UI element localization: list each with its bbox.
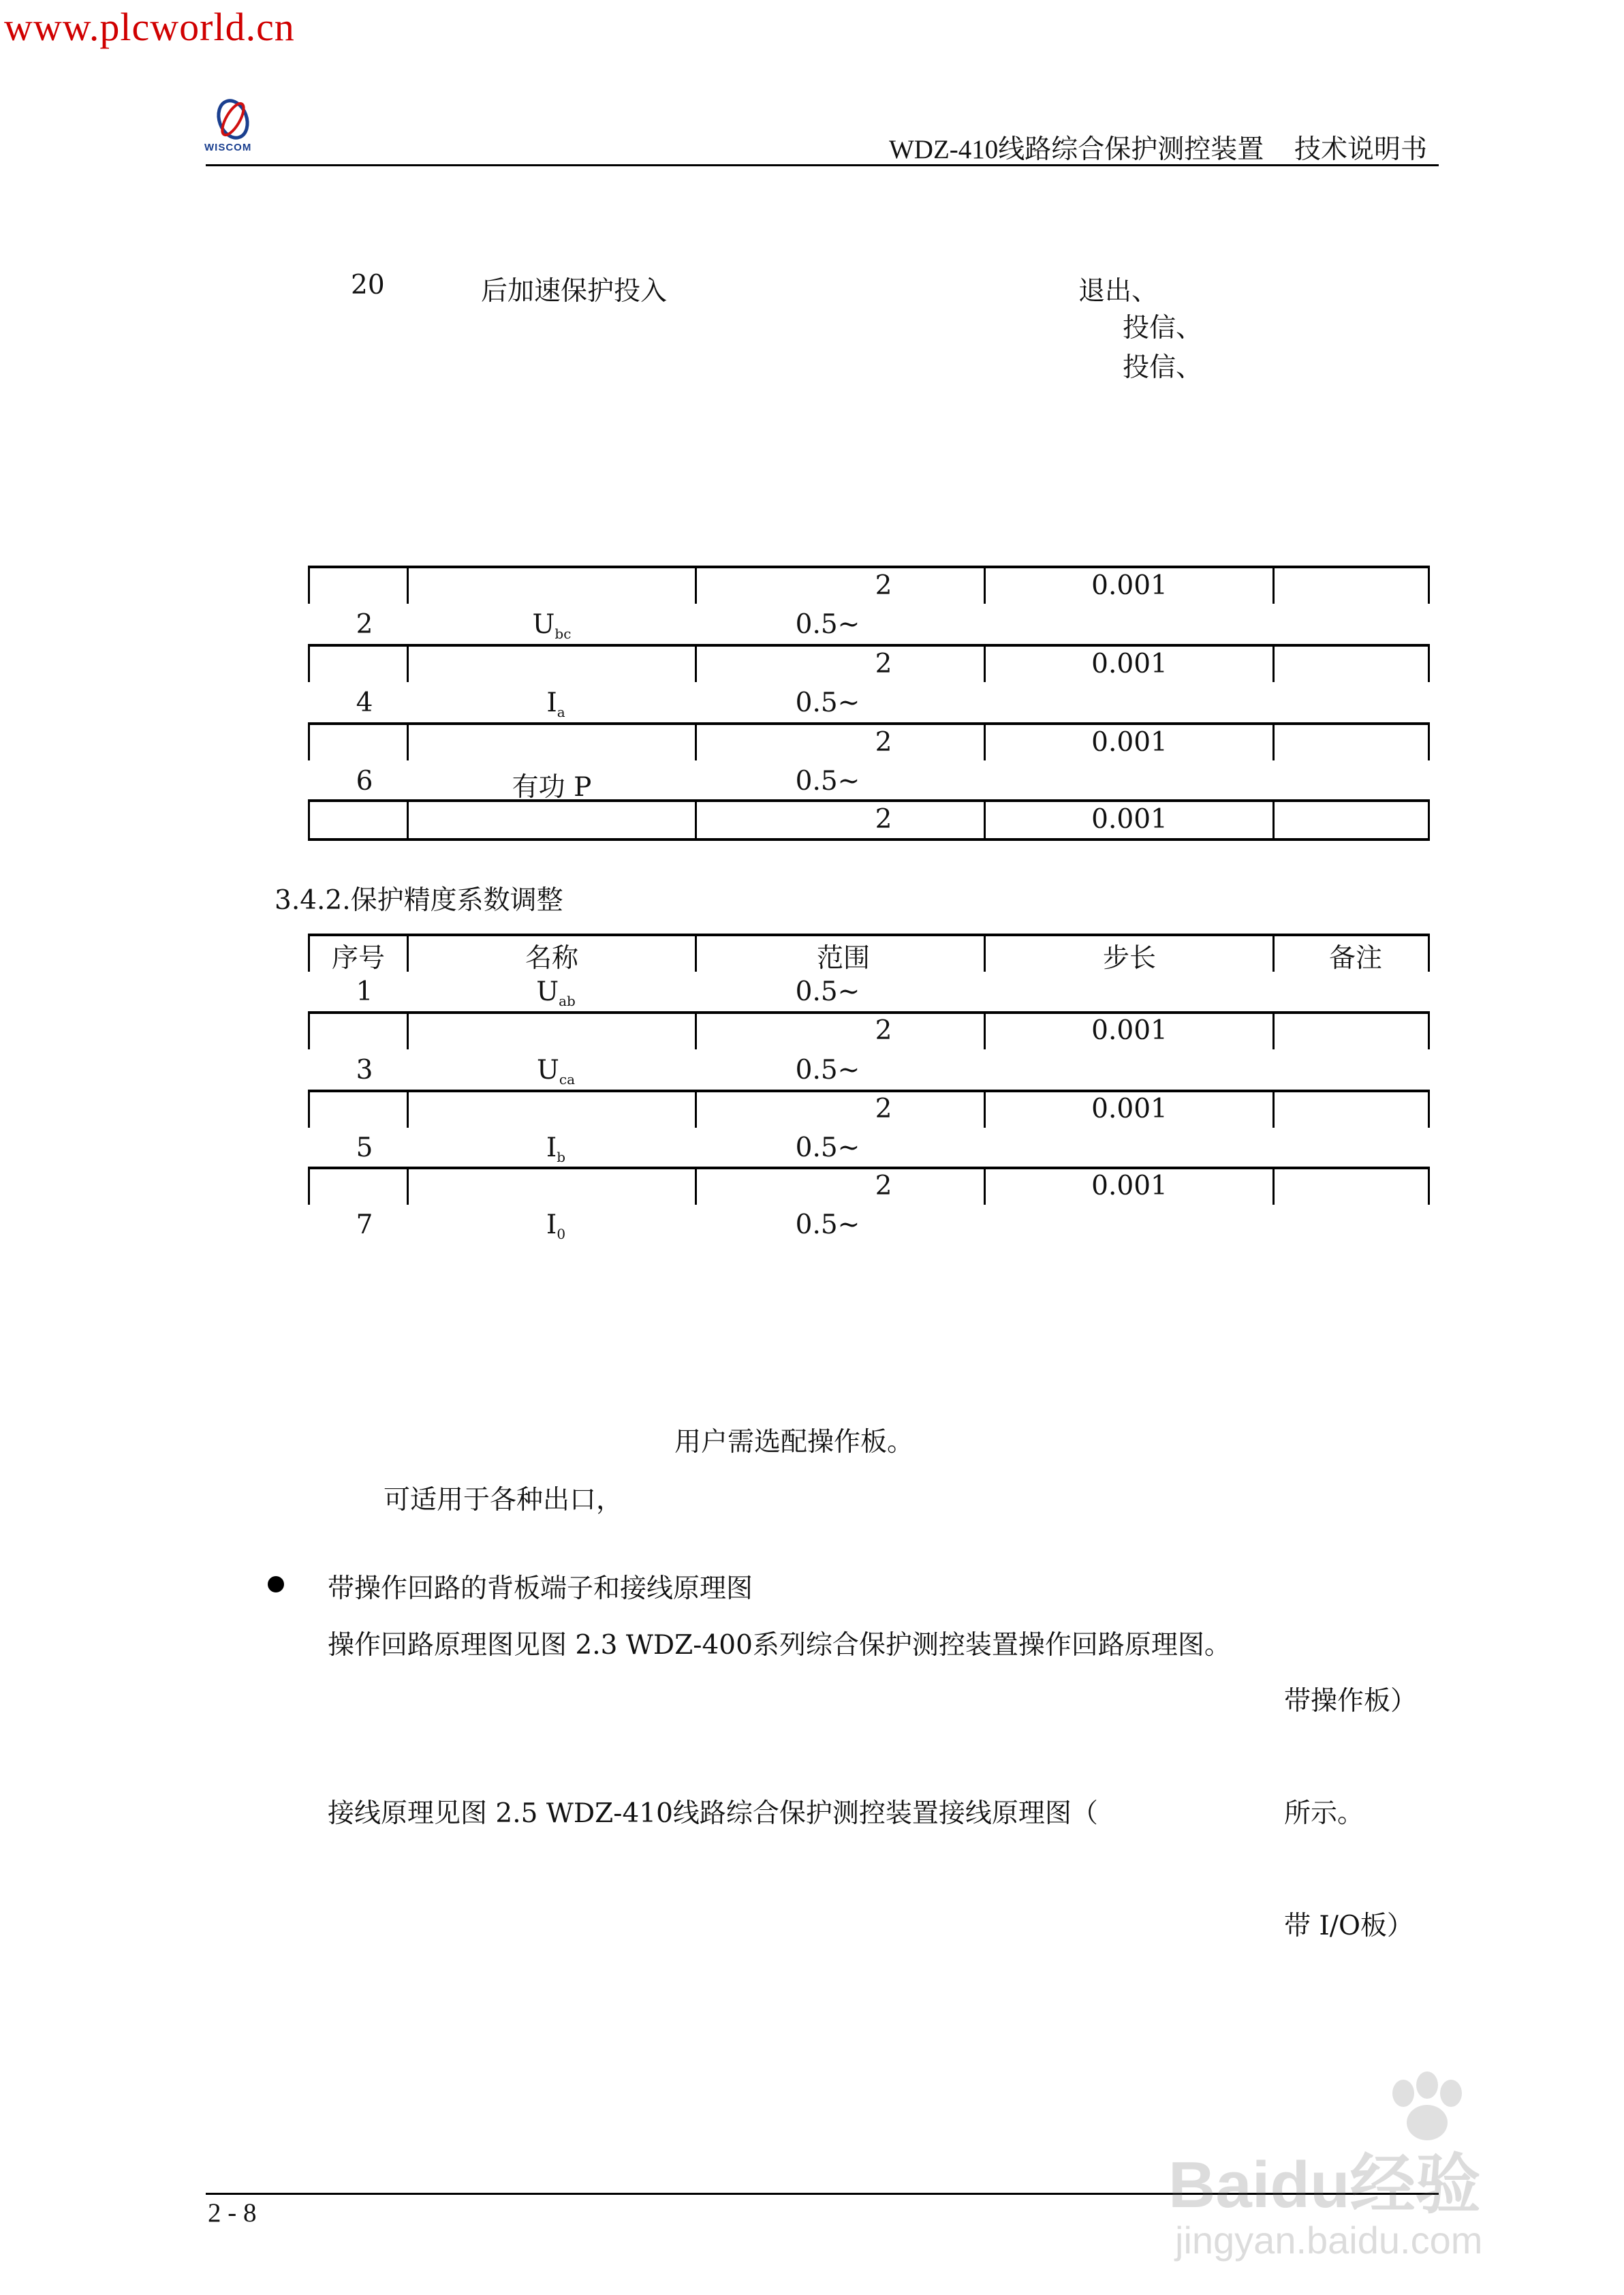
baidu-watermark	[1168, 2065, 1550, 2269]
table-1-range: 2	[875, 649, 892, 679]
table-2-header-line	[308, 934, 1430, 936]
table-1-col-tick	[1428, 722, 1430, 760]
table-2-col-tick	[308, 934, 310, 972]
table-1-step: 0.001	[1091, 649, 1168, 679]
item-20-number: 20	[351, 270, 385, 301]
item-20-option-2: 投信、	[1123, 313, 1203, 343]
table-2-range: 0.5~	[795, 1133, 860, 1163]
table-2-name: $U_{ab}$	[536, 976, 576, 1009]
table-2-header-number: 序号	[331, 943, 386, 974]
table-1-col-tick	[984, 722, 986, 760]
table-1-step: 0.001	[1091, 804, 1168, 835]
table-1-col-tick	[1428, 644, 1430, 682]
table-1-col-tick	[407, 799, 409, 840]
table-2-range: 0.5~	[795, 976, 860, 1007]
table-1-col-tick	[984, 799, 986, 840]
table-2-name: $I_0$	[546, 1210, 566, 1242]
table-2-col-tick	[407, 1167, 409, 1205]
para-line-5-end: 所示。	[1284, 1798, 1364, 1829]
table-1-col-tick	[695, 799, 697, 840]
table-1-col-tick	[407, 644, 409, 682]
table-1-col-tick	[695, 566, 697, 604]
section-title: 3.4.2.保护精度系数调整	[275, 885, 563, 916]
table-2-name: $U_{ca}$	[537, 1055, 575, 1088]
table-2-number: 3	[356, 1055, 373, 1085]
table-1-band-line	[308, 566, 1430, 568]
table-2-col-tick	[695, 1090, 697, 1128]
table-1-number: 4	[356, 688, 373, 718]
table-2-band-line	[308, 1011, 1430, 1014]
table-2-col-tick	[407, 934, 409, 972]
table-2-col-tick	[308, 1167, 310, 1205]
table-2-col-tick	[1272, 934, 1275, 972]
table-2-range: 0.5~	[795, 1055, 860, 1085]
para-line-3: 操作回路原理图见图 2.3 WDZ-400系列综合保护测控装置操作回路原理图。	[328, 1630, 1231, 1661]
table-1-col-tick	[1428, 566, 1430, 604]
site-url: www.plcworld.cn	[4, 5, 295, 49]
table-2-col-tick	[984, 1167, 986, 1205]
table-2-range: 2	[875, 1015, 892, 1046]
table-1-step: 0.001	[1091, 570, 1168, 601]
para-line-5: 接线原理见图 2.5 WDZ-410线路综合保护测控装置接线原理图（	[328, 1798, 1098, 1829]
table-2-col-tick	[308, 1011, 310, 1049]
item-20-name: 后加速保护投入	[481, 276, 668, 307]
table-1-band-line	[308, 799, 1430, 802]
table-1-name: 有功 P	[512, 772, 592, 803]
table-2-range: 2	[875, 1171, 892, 1201]
logo-text: WISCOM	[204, 142, 252, 153]
table-2-col-tick	[695, 1011, 697, 1049]
item-20-option-1: 退出、	[1078, 276, 1159, 307]
table-1-step: 0.001	[1091, 727, 1168, 758]
para-line-6: 带 I/O板）	[1284, 1911, 1414, 1941]
table-2-col-tick	[1428, 1167, 1430, 1205]
table-1-number: 2	[356, 609, 373, 640]
table-1-col-tick	[1272, 566, 1275, 604]
table-2-col-tick	[984, 934, 986, 972]
table-2-band-line	[308, 1167, 1430, 1169]
table-2-number: 7	[356, 1210, 373, 1240]
table-2-col-tick	[1428, 1090, 1430, 1128]
table-1-band-line	[308, 722, 1430, 725]
table-2-col-tick	[407, 1011, 409, 1049]
table-1-col-tick	[984, 644, 986, 682]
table-1-number: 6	[356, 766, 373, 797]
table-1-col-tick	[308, 566, 310, 604]
table-2-step: 0.001	[1091, 1171, 1168, 1201]
table-1-col-tick	[984, 566, 986, 604]
header-doc-type: 技术说明书	[1294, 135, 1428, 164]
bullet-heading: 带操作回路的背板端子和接线原理图	[328, 1573, 753, 1604]
table-1-col-tick	[695, 722, 697, 760]
header-title: WDZ-410线路综合保护测控装置	[889, 135, 1264, 164]
table-2-step: 0.001	[1091, 1094, 1168, 1124]
table-1-col-tick	[1272, 644, 1275, 682]
table-1-range: 2	[875, 804, 892, 835]
table-2-name: $I_b$	[546, 1133, 566, 1165]
item-20-option-3: 投信、	[1123, 352, 1203, 383]
table-2-col-tick	[1428, 934, 1430, 972]
table-2-col-tick	[1272, 1090, 1275, 1128]
table-2-range: 0.5~	[795, 1210, 860, 1240]
table-2-step: 0.001	[1091, 1015, 1168, 1046]
table-2-header-step: 步长	[1102, 943, 1157, 974]
table-1-col-tick	[308, 644, 310, 682]
table-2-header-range: 范围	[816, 943, 871, 974]
table-1-col-tick	[1428, 799, 1430, 840]
table-1-range: 0.5~	[795, 609, 860, 640]
table-1-col-tick	[308, 799, 310, 840]
table-1-col-tick	[1272, 799, 1275, 840]
table-1-col-tick	[407, 722, 409, 760]
table-2-col-tick	[308, 1090, 310, 1128]
para-line-1: 用户需选配操作板。	[674, 1427, 914, 1458]
header-rule	[206, 164, 1439, 166]
watermark-url: jingyan.baidu.com	[1175, 2219, 1483, 2262]
table-1-col-tick	[308, 722, 310, 760]
table-2-number: 1	[356, 976, 373, 1007]
table-1-range: 0.5~	[795, 766, 860, 797]
table-2-col-tick	[1428, 1011, 1430, 1049]
table-1-bottom-line	[308, 838, 1430, 841]
table-2-col-tick	[1272, 1167, 1275, 1205]
table-2-band-line	[308, 1090, 1430, 1092]
table-1-range: 2	[875, 727, 892, 758]
table-2-header-remark: 备注	[1328, 943, 1383, 974]
table-1-name: $I_a$	[546, 688, 565, 720]
table-1-range: 0.5~	[795, 688, 860, 718]
table-2-col-tick	[984, 1011, 986, 1049]
table-1-range: 2	[875, 570, 892, 601]
para-line-2: 可适用于各种出口，	[384, 1485, 623, 1515]
page-number: 2 - 8	[208, 2198, 257, 2228]
table-2-col-tick	[407, 1090, 409, 1128]
table-1-name: $U_{bc}$	[532, 609, 572, 642]
table-1-col-tick	[695, 644, 697, 682]
table-1-col-tick	[407, 566, 409, 604]
table-2-number: 5	[356, 1133, 373, 1163]
table-2-col-tick	[695, 934, 697, 972]
table-2-range: 2	[875, 1094, 892, 1124]
table-1-band-line	[308, 644, 1430, 647]
bullet-icon	[268, 1576, 284, 1592]
table-2-col-tick	[1272, 1011, 1275, 1049]
watermark-brand: Baidu经验	[1168, 2148, 1481, 2221]
table-1-col-tick	[1272, 722, 1275, 760]
table-2-col-tick	[695, 1167, 697, 1205]
table-2-header-name: 名称	[525, 943, 579, 974]
table-2-col-tick	[984, 1090, 986, 1128]
para-line-4: 带操作板）	[1284, 1686, 1418, 1716]
